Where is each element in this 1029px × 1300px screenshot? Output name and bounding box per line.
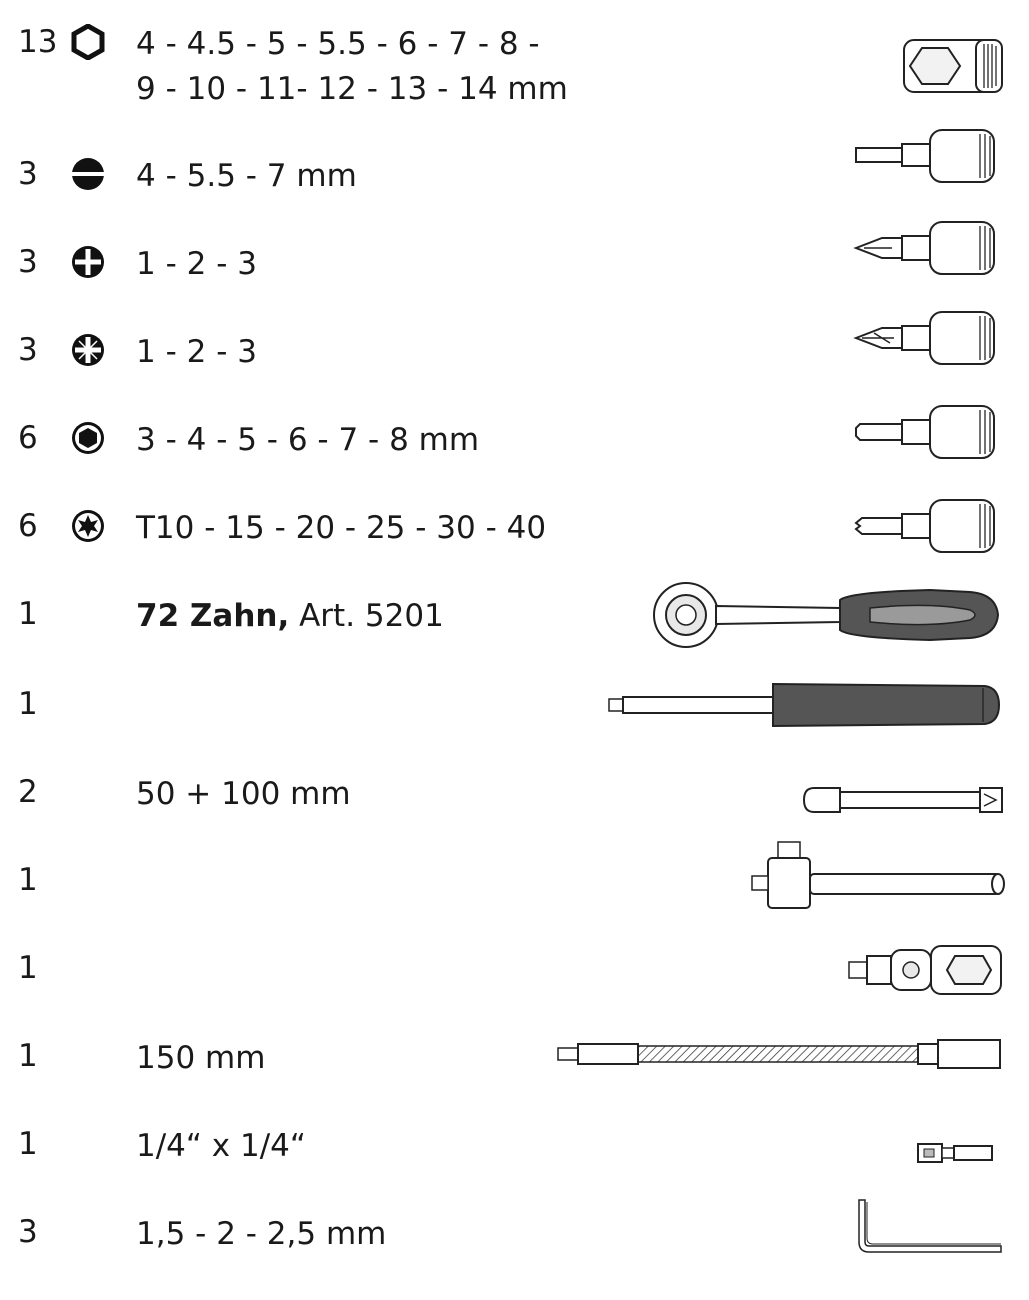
hex-socket-icon xyxy=(70,24,106,60)
ratchet-icon xyxy=(650,580,1002,650)
list-item xyxy=(0,22,1029,110)
bit-adapter-icon xyxy=(916,1140,996,1166)
hex-key-icon xyxy=(70,420,106,456)
quantity: 6 xyxy=(18,420,38,456)
quantity: 1 xyxy=(18,862,38,898)
quantity: 1 xyxy=(18,1038,38,1074)
allen-key-icon xyxy=(855,1198,1005,1258)
universal-joint-icon xyxy=(845,942,1005,998)
quantity: 3 xyxy=(18,244,38,280)
item-description: T10 - 15 - 20 - 25 - 30 - 40 xyxy=(136,510,547,546)
teeth-count: 72 Zahn, xyxy=(136,598,290,634)
item-description: 1 - 2 - 3 xyxy=(136,334,257,370)
item-description: 1,5 - 2 - 2,5 mm xyxy=(136,1216,387,1252)
list-item xyxy=(0,1212,1029,1300)
quantity: 1 xyxy=(18,1126,38,1162)
quantity: 1 xyxy=(18,596,38,632)
quantity: 13 xyxy=(18,24,58,60)
flexible-extension-icon xyxy=(556,1036,1002,1072)
pozidriv-bit-socket-icon xyxy=(852,308,1006,368)
item-description: 4 - 4.5 - 5 - 5.5 - 6 - 7 - 8 - 9 - 10 - 11- 12 - 13 - 14 mm xyxy=(136,26,568,107)
item-description: 50 + 100 mm xyxy=(136,776,351,812)
quantity: 1 xyxy=(18,950,38,986)
t-bar-icon xyxy=(748,836,1008,916)
list-item xyxy=(0,418,1029,506)
phillips-icon xyxy=(70,244,106,280)
phillips-bit-socket-icon xyxy=(852,218,1006,278)
item-description: 4 - 5.5 - 7 mm xyxy=(136,158,357,194)
screwdriver-handle-icon xyxy=(605,680,1000,730)
slotted-bit-socket-icon xyxy=(852,126,1006,186)
item-description: 150 mm xyxy=(136,1040,266,1076)
quantity: 3 xyxy=(18,1214,38,1250)
quantity: 2 xyxy=(18,774,38,810)
list-item xyxy=(0,1036,1029,1124)
slotted-icon xyxy=(70,156,106,192)
item-description: 72 Zahn, Art. 5201 xyxy=(136,598,444,634)
list-item xyxy=(0,860,1029,948)
torx-icon xyxy=(70,508,106,544)
quantity: 1 xyxy=(18,686,38,722)
list-item xyxy=(0,684,1029,772)
quantity: 3 xyxy=(18,332,38,368)
pozidriv-icon xyxy=(70,332,106,368)
item-description: 1/4“ x 1/4“ xyxy=(136,1128,306,1164)
item-description: 3 - 4 - 5 - 6 - 7 - 8 mm xyxy=(136,422,480,458)
hex-bit-socket-icon xyxy=(852,402,1006,462)
list-item xyxy=(0,948,1029,1036)
item-description: 1 - 2 - 3 xyxy=(136,246,257,282)
quantity: 6 xyxy=(18,508,38,544)
socket-icon xyxy=(902,36,1006,96)
quantity: 3 xyxy=(18,156,38,192)
list-item xyxy=(0,594,1029,682)
torx-bit-socket-icon xyxy=(852,496,1006,556)
extension-bar-icon xyxy=(800,782,1006,818)
